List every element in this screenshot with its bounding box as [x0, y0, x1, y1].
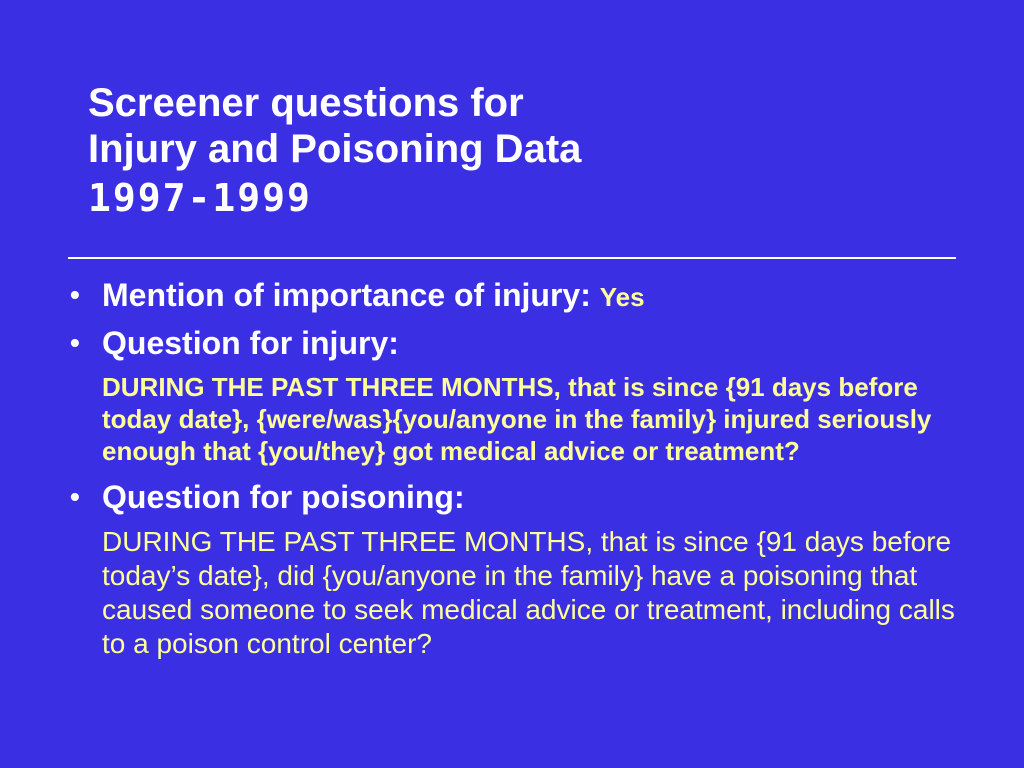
bullet-importance	[60, 275, 960, 317]
bullet-icon: •	[70, 481, 80, 512]
bullet-injury-question	[60, 323, 960, 363]
slide-body	[60, 275, 960, 661]
poisoning-question-text: DURING THE PAST THREE MONTHS, that is since {91 days before today’s date}, did {you/anyone in the family} have a poisoning that caused someone to seek medical advice or treatment, including calls to a poison control center?	[102, 526, 955, 659]
bullet-label: Mention of importance of injury:	[102, 277, 600, 313]
bullet-poisoning-question	[60, 477, 960, 517]
bullet-label: Question for poisoning:	[102, 479, 465, 515]
title-line-2: Injury and Poisoning Data	[88, 127, 582, 171]
bullet-icon: •	[70, 279, 80, 310]
slide-title	[88, 80, 948, 224]
title-divider	[68, 257, 956, 259]
bullet-answer: Yes	[599, 282, 645, 312]
bullet-icon: •	[70, 327, 80, 358]
title-year: 1997-1999	[88, 176, 312, 220]
bullet-label: Question for injury:	[102, 325, 399, 361]
title-line-1: Screener questions for	[88, 81, 524, 125]
injury-question-text: DURING THE PAST THREE MONTHS, that is since {91 days before today date}, {were/was}{you/anyone in the family} injured seriously enough that {you/they} got medical advice or treatment?	[102, 372, 932, 466]
